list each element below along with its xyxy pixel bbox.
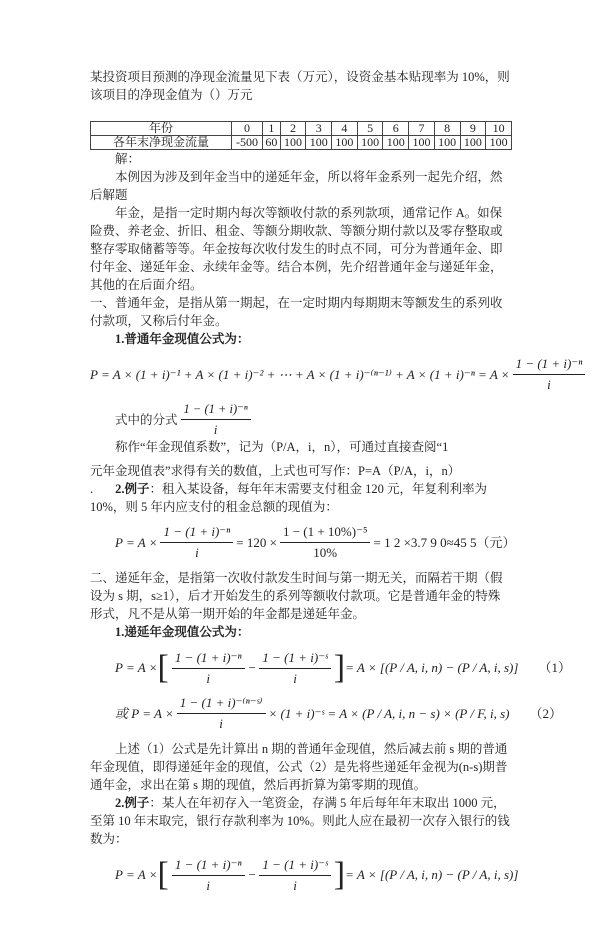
numerator: 1 − (1 + 10%)⁻⁵	[280, 524, 371, 543]
table-cell: 60	[263, 136, 281, 150]
formula-text: × (1 + i)⁻ˢ = A × (P / A, i, n − s) × (P / F, i, s)	[268, 705, 510, 721]
table-row-years	[91, 122, 512, 136]
table-cell: 100	[460, 136, 486, 150]
question-text: 某投资项目预测的净现金流量见下表（万元），设资金基本贴现率为 10%，则该项目的净现金值为（）万元	[90, 70, 510, 102]
table-cell: 10	[486, 122, 512, 136]
formula-example-2	[115, 856, 519, 894]
denominator: i	[213, 423, 218, 437]
solution-label: 解：	[115, 152, 141, 166]
fraction	[172, 650, 245, 687]
dot: .	[90, 482, 94, 496]
fraction	[259, 650, 330, 687]
fraction	[172, 857, 245, 894]
formula-text: −	[247, 867, 257, 882]
denominator: i	[219, 716, 223, 731]
table-cell: 0	[232, 122, 263, 136]
table-cell: 100	[332, 136, 358, 150]
formula-number: （2）	[529, 705, 563, 721]
formula-text: −	[247, 660, 257, 675]
table-cell: 100	[357, 136, 383, 150]
table-header-flow: 各年末净现金流量	[91, 136, 232, 150]
formula-text: 或 P = A ×	[115, 705, 174, 721]
formula-text: P = A × (1 + i)⁻¹ + A × (1 + i)⁻² + ⋯ + A × (1 + i)⁻⁽ⁿ⁻¹⁾ + A × (1 + i)⁻ⁿ = A ×	[90, 366, 510, 382]
table-cell: 9	[460, 122, 486, 136]
example-1	[90, 480, 512, 516]
table-row-flows	[91, 136, 512, 150]
numerator: 1 − (1 + i)⁻ˢ	[259, 650, 330, 669]
example-2	[90, 794, 512, 848]
heading-deferred-pv: 1.递延年金现值公式为：	[115, 625, 250, 639]
table-header-year: 年份	[91, 122, 232, 136]
formula-deferred-2	[115, 695, 563, 732]
table-cell: 7	[409, 122, 435, 136]
example-label: 2.例子	[115, 796, 150, 810]
fraction	[513, 356, 586, 393]
table-cell: 1	[263, 122, 281, 136]
table-cell: 8	[434, 122, 460, 136]
section-deferred-annuity: 二、递延年金，是指第一次收付款发生时间与第一期无关，而隔若干期（假设为 s 期，s≥1），后才开始发生的系列等额收付款项。它是普通年金的特殊形式，凡不是从第一期开始的年金都是递延年金。	[90, 571, 503, 621]
numerator: 1 − (1 + i)⁻ⁿ	[172, 857, 245, 876]
formula-text: = A × [(P / A, i, n) − (P / A, i, s)]	[345, 660, 519, 675]
paragraph-annuity-def: 年金，是指一定时期内每次等额收付款的系列款项，通常记作 A。如保险费、养老金、折旧、租金、等额分期收款、等额分期付款以及零存整取或整存零取储蓄等等。年金按每次收付发生的时点不同，可分为普通年金、即付年金、递延年金、永续年金等。结合本例，先介绍普通年金与递延年金，其他的在后面介绍。	[90, 206, 503, 292]
formula-text: P = A ×	[115, 660, 158, 675]
table-cell: 100	[486, 136, 512, 150]
numerator: 1 − (1 + i)⁻ⁿ	[172, 650, 245, 669]
formula-text: = A × [(P / A, i, n) − (P / A, i, s)]	[345, 867, 519, 882]
example-label: 2.例子	[115, 482, 150, 496]
paragraph-explanation: 上述（1）公式是先计算出 n 期的普通年金现值，然后减去前 s 期的普通年金现值，即得递延年金的现值，公式（2）是先将些递延年金视为(n-s)期普通年金，求出在第 s 期的现值，然后再折算为第零期的现值。	[90, 742, 508, 792]
heading-ordinary-pv: 1.普通年金现值公式为：	[115, 332, 250, 346]
fraction	[181, 401, 251, 438]
left-bracket: [	[157, 649, 169, 686]
table-cell: 6	[383, 122, 409, 136]
fraction	[160, 524, 233, 561]
left-bracket: [	[157, 856, 169, 893]
formula-text: = 1 2 ×3.7 9 0≈45 5（元）	[373, 534, 516, 550]
section-ordinary-annuity: 一、普通年金，是指从第一期起，在一定时期内每期期末等额发生的系列收付款项，又称后付年金。	[90, 296, 503, 328]
example-text: ：某人在年初存入一笔资金，存满 5 年后每年年末取出 1000 元，至第 10 年末取完，银行存款利率为 10%。则此人应在最初一次存入银行的钱数为：	[90, 796, 510, 846]
formula-text: = 120 ×	[236, 534, 277, 550]
fraction	[177, 695, 266, 732]
table-cell: 2	[280, 122, 306, 136]
formula-example-1	[115, 524, 516, 561]
coefficient-line	[90, 401, 512, 456]
table-cell: 4	[332, 122, 358, 136]
table-cell: 100	[280, 136, 306, 150]
document-page	[90, 0, 583, 942]
denominator: i	[206, 877, 211, 893]
table-cell: 3	[306, 122, 332, 136]
formula-ordinary-pv	[90, 356, 583, 393]
numerator: 1 − (1 + i)⁻⁽ⁿ⁻ˢ⁾	[177, 695, 266, 714]
right-bracket: ]	[333, 649, 346, 686]
text: 称作“年金现值系数”，记为（P/A，i，n），可通过直接查阅“1	[115, 440, 449, 454]
denominator: i	[293, 877, 297, 893]
numerator: 1 − (1 + i)⁻ⁿ	[181, 401, 251, 420]
denominator: i	[206, 670, 211, 686]
fraction	[280, 524, 371, 561]
paragraph-intro: 本例因为涉及到年金当中的递延年金，所以将年金系列一起先介绍，然后解题	[90, 170, 503, 202]
table-cell: 100	[434, 136, 460, 150]
text: 式中的分式	[115, 412, 178, 427]
formula-number: （1）	[538, 660, 571, 675]
fraction	[259, 857, 330, 894]
formula-text: P = A ×	[115, 867, 158, 882]
coefficient-line-2: 元年金现值表”求得有关的数值，上式也可写作：P=A（P/A，i，n）	[90, 464, 461, 478]
formula-text: P = A ×	[115, 534, 158, 550]
numerator: 1 − (1 + i)⁻ⁿ	[160, 524, 233, 543]
cash-flow-table	[90, 121, 512, 150]
right-bracket: ]	[333, 856, 346, 893]
denominator: i	[293, 670, 297, 686]
formula-deferred-1	[115, 649, 571, 687]
example-text: ：租入某设备，每年年末需要支付租金 120 元，年复利利率为 10%，则 5 年内应支付的租金总额的现值为：	[90, 482, 488, 514]
denominator: i	[547, 377, 551, 392]
numerator: 1 − (1 + i)⁻ⁿ	[513, 356, 586, 375]
table-cell: 100	[383, 136, 409, 150]
denominator: i	[195, 545, 199, 560]
table-cell: 5	[357, 122, 383, 136]
table-cell: 100	[409, 136, 435, 150]
numerator: 1 − (1 + i)⁻ˢ	[259, 857, 330, 876]
denominator: 10%	[313, 545, 338, 560]
table-cell: -500	[232, 136, 263, 150]
table-cell: 100	[306, 136, 332, 150]
